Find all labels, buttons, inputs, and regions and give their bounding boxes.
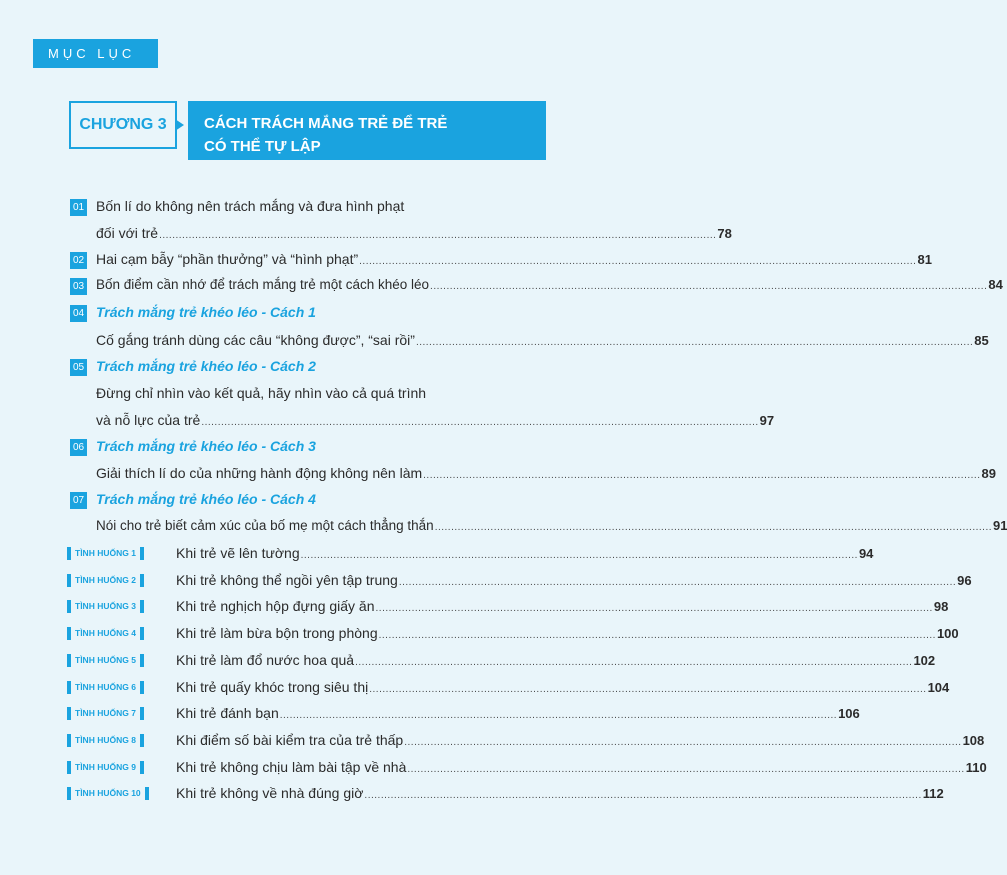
situation-text: Khi trẻ làm đổ nước hoa quả [176, 652, 355, 668]
toc-entry-01[interactable] [96, 225, 732, 241]
page-number: 98 [933, 599, 949, 614]
dot-leader: .......................................................................................................................................................................... [415, 337, 974, 348]
page-number: 91 [993, 518, 1007, 533]
situation-entry-6[interactable] [176, 679, 950, 695]
chapter-title-box [188, 101, 546, 160]
situation-entry-3[interactable] [176, 598, 949, 614]
situation-entry-8[interactable] [176, 732, 985, 748]
situation-text: Khi trẻ không thể ngồi yên tập trung [176, 572, 398, 588]
section-07-heading[interactable]: Trách mắng trẻ khéo léo - Cách 4 [96, 491, 316, 507]
toc-entry-07[interactable] [96, 518, 1007, 533]
section-badge-05: 05 [70, 359, 87, 376]
page-number: 89 [981, 466, 996, 481]
dot-leader: .......................................................................................................................................................................... [398, 577, 957, 588]
situation-label-8: TÌNH HUỐNG 8 [67, 733, 144, 747]
situation-text: Khi trẻ làm bừa bộn trong phòng [176, 625, 378, 641]
toc-entry-06[interactable] [96, 465, 996, 481]
situation-label-6: TÌNH HUỐNG 6 [67, 680, 144, 694]
section-badge-04: 04 [70, 305, 87, 322]
section-02-line1: Hai cạm bẫy “phần thưởng” và “hình phạt” [96, 251, 359, 267]
chapter-arrow-icon [175, 119, 184, 131]
dot-leader: .......................................................................................................................................................................... [404, 737, 962, 748]
section-badge-01: 01 [70, 199, 87, 216]
page-number: 94 [858, 546, 874, 561]
page-number: 110 [965, 760, 987, 775]
page-number: 106 [838, 706, 860, 721]
toc-entry-04[interactable] [96, 332, 989, 348]
dot-leader: .......................................................................................................................................................................... [407, 764, 965, 775]
situation-entry-10[interactable] [176, 785, 944, 801]
page-number: 85 [974, 333, 989, 348]
situation-text: Khi trẻ đánh bạn [176, 705, 279, 721]
situation-text: Khi trẻ nghịch hộp đựng giấy ăn [176, 598, 375, 614]
page-number: 96 [957, 573, 972, 588]
page-number: 78 [717, 226, 732, 241]
section-05-line2: và nỗ lực của trẻ [96, 412, 201, 428]
situation-entry-1[interactable] [176, 545, 874, 561]
situation-label-9: TÌNH HUỐNG 9 [67, 760, 144, 774]
dot-leader: .......................................................................................................................................................................... [423, 470, 981, 481]
situation-label-5: TÌNH HUỐNG 5 [67, 653, 144, 667]
page-number: 102 [913, 653, 936, 668]
situation-text: Khi trẻ không chịu làm bài tập về nhà [176, 759, 407, 775]
section-03-line1: Bốn điểm cần nhớ để trách mắng trẻ một cách khéo léo [96, 277, 430, 292]
page-number: 108 [962, 733, 985, 748]
situation-text: Khi điểm số bài kiểm tra của trẻ thấp [176, 732, 404, 748]
page-number: 81 [917, 252, 932, 267]
chapter-number-label: CHƯƠNG 3 [79, 116, 167, 133]
dot-leader: .......................................................................................................................................................................... [375, 603, 933, 614]
dot-leader: .......................................................................................................................................................................... [369, 684, 927, 695]
chapter-title-line1: CÁCH TRÁCH MẮNG TRẺ ĐỂ TRẺ [204, 115, 448, 132]
page-number: 100 [936, 626, 959, 641]
section-05-heading[interactable]: Trách mắng trẻ khéo léo - Cách 2 [96, 358, 316, 374]
situation-label-7: TÌNH HUỐNG 7 [67, 706, 144, 720]
dot-leader: .......................................................................................................................................................................... [201, 417, 759, 428]
dot-leader: .......................................................................................................................................................................... [359, 256, 917, 267]
dot-leader: .......................................................................................................................................................................... [355, 657, 913, 668]
section-badge-07: 07 [70, 492, 87, 509]
section-badge-02: 02 [70, 252, 87, 269]
section-04-line1: Cố gắng tránh dùng các câu “không được”, “sai rồi” [96, 332, 415, 348]
situation-entry-7[interactable] [176, 705, 860, 721]
dot-leader: .......................................................................................................................................................................... [279, 710, 838, 721]
dot-leader: .......................................................................................................................................................................... [378, 630, 936, 641]
situation-label-1: TÌNH HUỐNG 1 [67, 546, 144, 560]
situation-entry-2[interactable] [176, 572, 972, 588]
section-06-line1: Giải thích lí do của những hành động không nên làm [96, 465, 423, 481]
section-01-line1[interactable]: Bốn lí do không nên trách mắng và đưa hình phạt [96, 198, 405, 214]
toc-header-label: MỤC LỤC [48, 46, 136, 61]
chapter-title-line2: CÓ THỂ TỰ LẬP [204, 138, 321, 155]
toc-entry-02[interactable] [96, 251, 932, 267]
situation-label-10: TÌNH HUỐNG 10 [67, 786, 149, 800]
situation-entry-5[interactable] [176, 652, 936, 668]
dot-leader: .......................................................................................................................................................................... [364, 790, 922, 801]
section-06-heading[interactable]: Trách mắng trẻ khéo léo - Cách 3 [96, 438, 316, 454]
section-07-line1: Nói cho trẻ biết cảm xúc của bố mẹ một cách thẳng thắn [96, 518, 434, 533]
toc-entry-03[interactable] [96, 277, 1003, 292]
page-number: 97 [759, 413, 775, 428]
section-05-line1[interactable]: Đừng chỉ nhìn vào kết quả, hãy nhìn vào cả quá trình [96, 385, 427, 401]
dot-leader: .......................................................................................................................................................................... [300, 550, 858, 561]
situation-entry-9[interactable] [176, 759, 987, 775]
toc-entry-05[interactable] [96, 412, 775, 428]
section-badge-03: 03 [70, 278, 87, 295]
section-badge-06: 06 [70, 439, 87, 456]
page-number: 112 [922, 786, 944, 801]
section-04-heading[interactable]: Trách mắng trẻ khéo léo - Cách 1 [96, 304, 316, 320]
dot-leader: .......................................................................................................................................................................... [434, 522, 993, 533]
dot-leader: .......................................................................................................................................................................... [430, 281, 988, 292]
situation-entry-4[interactable] [176, 625, 959, 641]
situation-label-2: TÌNH HUỐNG 2 [67, 573, 144, 587]
situation-text: Khi trẻ vẽ lên tường [176, 545, 300, 561]
situation-label-4: TÌNH HUỐNG 4 [67, 626, 144, 640]
situation-text: Khi trẻ quấy khóc trong siêu thị [176, 679, 369, 695]
situation-text: Khi trẻ không về nhà đúng giờ [176, 785, 364, 801]
chapter-number-box [69, 101, 177, 149]
situation-label-3: TÌNH HUỐNG 3 [67, 599, 144, 613]
section-01-line2: đối với trẻ [96, 225, 159, 241]
page-number: 104 [927, 680, 950, 695]
dot-leader: .......................................................................................................................................................................... [159, 230, 717, 241]
page-number: 84 [988, 277, 1003, 292]
toc-header-tab [33, 39, 158, 68]
